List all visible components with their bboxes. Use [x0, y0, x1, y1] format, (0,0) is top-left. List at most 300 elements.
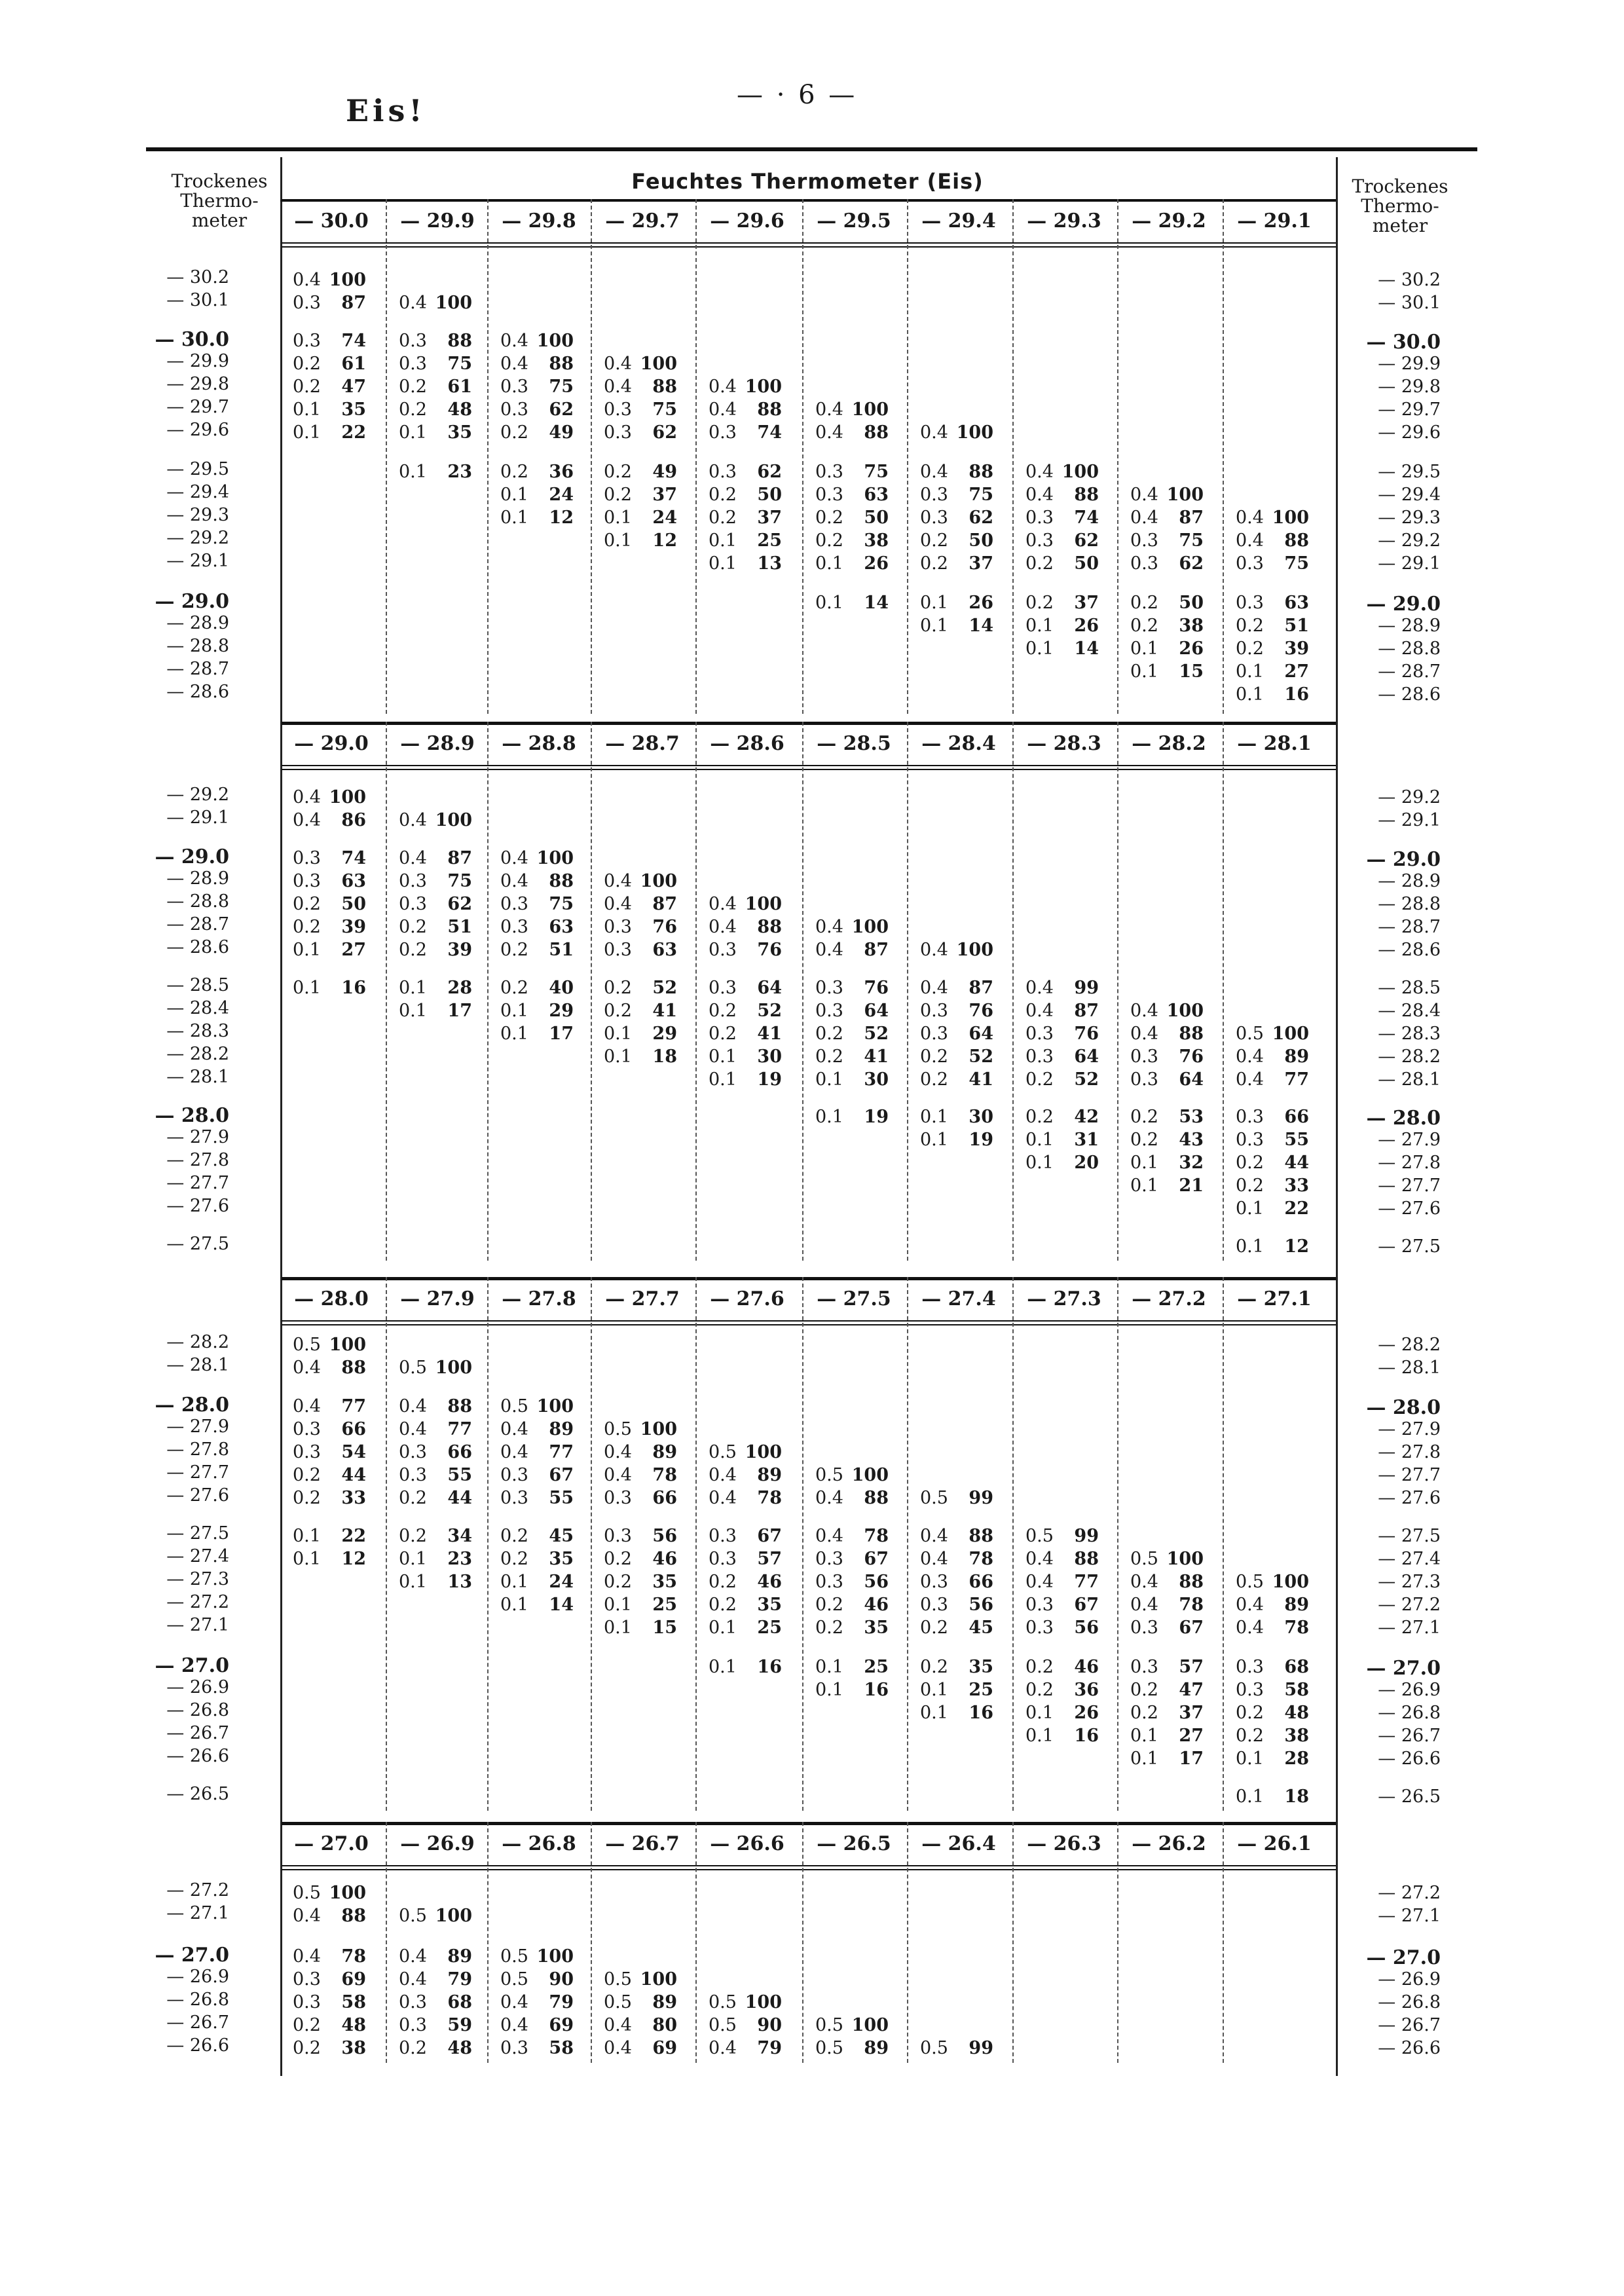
wet-bulb-column-header: — 30.0 — [294, 210, 369, 232]
vapor-pressure-value: 0.4 — [500, 331, 528, 351]
dry-temp-left: — 26.9 — [166, 1677, 229, 1697]
table-cell — [709, 1595, 782, 1615]
relative-humidity-value: 90 — [757, 2015, 782, 2035]
vapor-pressure-value: 0.4 — [399, 1969, 427, 1990]
table-cell — [815, 940, 889, 960]
vapor-pressure-value: 0.1 — [399, 1572, 427, 1592]
vapor-pressure-value: 0.4 — [604, 894, 632, 914]
relative-humidity-value: 25 — [757, 1618, 782, 1638]
relative-humidity-value: 25 — [757, 530, 782, 551]
vapor-pressure-value: 0.3 — [920, 1001, 948, 1021]
block-head-underline — [282, 1869, 1336, 1870]
table-cell — [709, 1657, 782, 1677]
vapor-pressure-value: 0.3 — [1236, 553, 1264, 574]
relative-humidity-value: 35 — [864, 1618, 889, 1638]
dry-temp-left: — 28.2 — [166, 1044, 229, 1064]
vapor-pressure-value: 0.1 — [1025, 1726, 1054, 1746]
vapor-pressure-value: 0.2 — [604, 1572, 632, 1592]
table-cell — [1025, 1024, 1099, 1044]
vapor-pressure-value: 0.2 — [500, 422, 528, 443]
wet-bulb-column-header: — 28.4 — [921, 732, 996, 755]
table-cell — [500, 1442, 574, 1462]
relative-humidity-value: 46 — [757, 1572, 782, 1592]
table-cell — [1236, 616, 1309, 636]
vapor-pressure-value: 0.4 — [1236, 1618, 1264, 1638]
relative-humidity-value: 58 — [549, 2038, 574, 2058]
relative-humidity-value: 38 — [1179, 616, 1204, 636]
table-cell — [815, 1107, 889, 1127]
relative-humidity-value: 26 — [969, 593, 993, 613]
relative-humidity-value: 52 — [757, 1001, 782, 1021]
vapor-pressure-value: 0.2 — [399, 1526, 427, 1546]
vapor-pressure-value: 0.4 — [500, 1992, 528, 2012]
table-cell — [1130, 508, 1204, 528]
table-cell — [399, 1946, 472, 1967]
relative-humidity-value: 87 — [341, 293, 366, 313]
vapor-pressure-value: 0.2 — [293, 354, 321, 374]
relative-humidity-value: 41 — [652, 1001, 677, 1021]
relative-humidity-value: 56 — [1074, 1618, 1099, 1638]
column-separator — [386, 1277, 387, 1811]
table-cell — [500, 1419, 574, 1439]
vapor-pressure-value: 0.2 — [920, 1046, 948, 1067]
wet-bulb-column-header: — 26.4 — [921, 1832, 996, 1855]
relative-humidity-value: 43 — [1179, 1130, 1204, 1150]
dry-temp-right: — 28.7 — [1378, 661, 1441, 682]
relative-humidity-value: 100 — [536, 331, 574, 351]
vapor-pressure-value: 0.2 — [1130, 616, 1158, 636]
vapor-pressure-value: 0.4 — [1025, 978, 1054, 998]
table-cell — [1130, 1130, 1204, 1150]
dry-temp-right: — 27.1 — [1378, 1906, 1441, 1926]
wet-bulb-column-header: — 29.5 — [817, 210, 891, 232]
table-cell — [293, 354, 366, 374]
table-cell — [293, 1358, 366, 1378]
vapor-pressure-value: 0.1 — [1236, 661, 1264, 682]
vapor-pressure-value: 0.4 — [604, 2015, 632, 2035]
wet-bulb-column-header: — 28.7 — [605, 732, 680, 755]
dry-temp-right: — 28.0 — [1366, 1396, 1441, 1419]
vapor-pressure-value: 0.4 — [604, 377, 632, 397]
table-cell — [604, 940, 677, 960]
vapor-pressure-value: 0.3 — [709, 422, 737, 443]
relative-humidity-value: 90 — [549, 1969, 574, 1990]
dry-temp-left: — 30.1 — [166, 290, 229, 310]
relative-humidity-value: 61 — [341, 354, 366, 374]
dry-temp-left: — 26.8 — [166, 1990, 229, 2010]
table-cell — [1130, 1618, 1204, 1638]
vapor-pressure-value: 0.2 — [709, 1572, 737, 1592]
relative-humidity-value: 51 — [1284, 616, 1309, 636]
table-cell — [604, 1046, 677, 1067]
dry-temp-right: — 27.2 — [1378, 1883, 1441, 1903]
table-cell — [920, 1618, 993, 1638]
vapor-pressure-value: 0.2 — [293, 917, 321, 937]
relative-humidity-value: 100 — [329, 1335, 366, 1355]
table-cell — [709, 1442, 782, 1462]
relative-humidity-value: 22 — [341, 1526, 366, 1546]
relative-humidity-value: 75 — [864, 462, 889, 482]
relative-humidity-value: 55 — [1284, 1130, 1309, 1150]
table-cell — [709, 553, 782, 574]
relative-humidity-value: 25 — [969, 1680, 993, 1700]
relative-humidity-value: 51 — [447, 917, 472, 937]
vapor-pressure-value: 0.3 — [1025, 508, 1054, 528]
table-cell — [399, 894, 472, 914]
dry-temp-right: — 27.6 — [1378, 1198, 1441, 1219]
relative-humidity-value: 24 — [549, 485, 574, 505]
table-cell — [815, 1526, 889, 1546]
relative-humidity-value: 88 — [864, 422, 889, 443]
table-cell — [293, 1335, 366, 1355]
vapor-pressure-value: 0.3 — [293, 1442, 321, 1462]
relative-humidity-value: 63 — [549, 917, 574, 937]
table-cell — [500, 1396, 574, 1416]
table-cell — [293, 1526, 366, 1546]
relative-humidity-value: 100 — [329, 787, 366, 807]
table-cell — [500, 422, 574, 443]
column-separator — [487, 722, 489, 1261]
relative-humidity-value: 50 — [1074, 553, 1099, 574]
table-cell — [709, 2015, 782, 2035]
table-cell — [815, 1595, 889, 1615]
vapor-pressure-value: 0.1 — [1130, 1153, 1158, 1173]
relative-humidity-value: 63 — [652, 940, 677, 960]
left-label-line: meter — [191, 210, 248, 231]
table-cell — [815, 917, 889, 937]
table-cell — [815, 508, 889, 528]
relative-humidity-value: 16 — [969, 1703, 993, 1723]
table-left-border — [280, 157, 282, 2076]
table-cell — [500, 894, 574, 914]
dry-temp-right: — 26.7 — [1378, 2015, 1441, 2035]
table-cell — [920, 553, 993, 574]
relative-humidity-value: 41 — [969, 1069, 993, 1090]
table-cell — [500, 2015, 574, 2035]
relative-humidity-value: 100 — [956, 940, 993, 960]
table-cell — [920, 530, 993, 551]
table-cell — [1130, 1595, 1204, 1615]
relative-humidity-value: 88 — [341, 1906, 366, 1926]
table-cell — [920, 1572, 993, 1592]
relative-humidity-value: 37 — [1179, 1703, 1204, 1723]
vapor-pressure-value: 0.4 — [604, 354, 632, 374]
vapor-pressure-value: 0.2 — [920, 1618, 948, 1638]
vapor-pressure-value: 0.3 — [604, 940, 632, 960]
relative-humidity-value: 45 — [969, 1618, 993, 1638]
relative-humidity-value: 79 — [757, 2038, 782, 2058]
vapor-pressure-value: 0.3 — [500, 1488, 528, 1508]
column-separator — [907, 722, 908, 1261]
relative-humidity-value: 35 — [341, 399, 366, 420]
vapor-pressure-value: 0.3 — [1025, 530, 1054, 551]
vapor-pressure-value: 0.4 — [293, 1946, 321, 1967]
table-cell — [1130, 1001, 1204, 1021]
dry-temp-right: — 29.7 — [1378, 399, 1441, 420]
relative-humidity-value: 14 — [864, 593, 889, 613]
wet-bulb-column-header: — 29.8 — [502, 210, 576, 232]
table-cell — [500, 1526, 574, 1546]
table-cell — [399, 1992, 472, 2012]
relative-humidity-value: 47 — [1179, 1680, 1204, 1700]
vapor-pressure-value: 0.4 — [1130, 1001, 1158, 1021]
relative-humidity-value: 58 — [1284, 1680, 1309, 1700]
relative-humidity-value: 76 — [969, 1001, 993, 1021]
relative-humidity-value: 79 — [447, 1969, 472, 1990]
vapor-pressure-value: 0.3 — [920, 508, 948, 528]
relative-humidity-value: 89 — [1284, 1595, 1309, 1615]
relative-humidity-value: 75 — [1284, 553, 1309, 574]
relative-humidity-value: 50 — [1179, 593, 1204, 613]
relative-humidity-value: 22 — [341, 422, 366, 443]
vapor-pressure-value: 0.3 — [500, 917, 528, 937]
dry-temp-left: — 27.1 — [166, 1903, 229, 1923]
table-cell — [500, 940, 574, 960]
table-cell — [293, 270, 366, 290]
relative-humidity-value: 74 — [341, 848, 366, 868]
table-cell — [293, 1969, 366, 1990]
vapor-pressure-value: 0.1 — [1130, 1726, 1158, 1746]
relative-humidity-value: 12 — [341, 1549, 366, 1569]
table-cell — [399, 1419, 472, 1439]
relative-humidity-value: 88 — [1074, 485, 1099, 505]
vapor-pressure-value: 0.4 — [920, 422, 948, 443]
dry-temp-right: — 30.1 — [1378, 293, 1441, 313]
relative-humidity-value: 100 — [435, 810, 472, 830]
relative-humidity-value: 45 — [549, 1526, 574, 1546]
vapor-pressure-value: 0.1 — [815, 593, 843, 613]
vapor-pressure-value: 0.4 — [1025, 1572, 1054, 1592]
table-cell — [1130, 1176, 1204, 1196]
vapor-pressure-value: 0.3 — [500, 377, 528, 397]
relative-humidity-value: 77 — [447, 1419, 472, 1439]
relative-humidity-value: 19 — [969, 1130, 993, 1150]
relative-humidity-value: 100 — [851, 917, 889, 937]
relative-humidity-value: 88 — [1284, 530, 1309, 551]
dry-temp-right: — 27.4 — [1378, 1549, 1441, 1569]
table-cell — [920, 1046, 993, 1067]
dry-temp-left: — 28.9 — [166, 868, 229, 889]
relative-humidity-value: 39 — [1284, 639, 1309, 659]
dry-temp-right: — 28.8 — [1378, 894, 1441, 914]
vapor-pressure-value: 0.2 — [399, 2038, 427, 2058]
table-cell — [500, 1969, 574, 1990]
relative-humidity-value: 75 — [652, 399, 677, 420]
relative-humidity-value: 99 — [969, 2038, 993, 2058]
relative-humidity-value: 100 — [745, 1442, 782, 1462]
relative-humidity-value: 35 — [969, 1657, 993, 1677]
wet-bulb-column-header: — 27.9 — [400, 1287, 475, 1310]
table-cell — [500, 978, 574, 998]
relative-humidity-value: 44 — [341, 1465, 366, 1485]
relative-humidity-value: 88 — [1179, 1572, 1204, 1592]
wet-bulb-column-header: — 27.7 — [605, 1287, 680, 1310]
vapor-pressure-value: 0.1 — [293, 940, 321, 960]
relative-humidity-value: 54 — [341, 1442, 366, 1462]
dry-temp-right: — 29.0 — [1366, 848, 1441, 871]
dry-temp-right: — 27.9 — [1378, 1419, 1441, 1439]
dry-temp-right: — 27.6 — [1378, 1488, 1441, 1508]
relative-humidity-value: 37 — [969, 553, 993, 574]
table-cell — [1236, 1176, 1309, 1196]
dry-temp-right: — 26.8 — [1378, 1992, 1441, 2012]
table-cell — [815, 1024, 889, 1044]
relative-humidity-value: 56 — [969, 1595, 993, 1615]
relative-humidity-value: 88 — [757, 399, 782, 420]
relative-humidity-value: 62 — [757, 462, 782, 482]
table-cell — [293, 1992, 366, 2012]
table-cell — [709, 530, 782, 551]
relative-humidity-value: 48 — [341, 2015, 366, 2035]
relative-humidity-value: 75 — [447, 354, 472, 374]
relative-humidity-value: 50 — [341, 894, 366, 914]
relative-humidity-value: 88 — [1179, 1024, 1204, 1044]
relative-humidity-value: 59 — [447, 2015, 472, 2035]
relative-humidity-value: 28 — [1284, 1749, 1309, 1769]
relative-humidity-value: 26 — [1074, 1703, 1099, 1723]
relative-humidity-value: 22 — [1284, 1198, 1309, 1219]
vapor-pressure-value: 0.1 — [500, 508, 528, 528]
vapor-pressure-value: 0.2 — [709, 1595, 737, 1615]
table-cell — [815, 978, 889, 998]
vapor-pressure-value: 0.2 — [1025, 553, 1054, 574]
column-separator — [907, 1277, 908, 1811]
table-cell — [500, 1946, 574, 1967]
table-cell — [500, 1572, 574, 1592]
relative-humidity-value: 50 — [757, 485, 782, 505]
table-cell — [920, 1703, 993, 1723]
dry-temp-right: — 29.1 — [1378, 810, 1441, 830]
vapor-pressure-value: 0.5 — [604, 1419, 632, 1439]
vapor-pressure-value: 0.2 — [399, 1488, 427, 1508]
wet-bulb-column-header: — 27.6 — [710, 1287, 784, 1310]
vapor-pressure-value: 0.1 — [604, 1046, 632, 1067]
table-cell — [399, 1396, 472, 1416]
vapor-pressure-value: 0.2 — [1130, 593, 1158, 613]
vapor-pressure-value: 0.4 — [709, 1488, 737, 1508]
table-cell — [920, 1680, 993, 1700]
right-dry-thermometer-label — [1344, 177, 1456, 236]
vapor-pressure-value: 0.1 — [399, 462, 427, 482]
relative-humidity-value: 39 — [341, 917, 366, 937]
vapor-pressure-value: 0.2 — [604, 485, 632, 505]
table-cell — [1236, 508, 1309, 528]
relative-humidity-value: 63 — [1284, 593, 1309, 613]
table-cell — [293, 871, 366, 891]
wet-bulb-column-header: — 27.8 — [502, 1287, 576, 1310]
vapor-pressure-value: 0.1 — [815, 1107, 843, 1127]
wet-bulb-column-header: — 28.3 — [1027, 732, 1101, 755]
vapor-pressure-value: 0.4 — [920, 1526, 948, 1546]
vapor-pressure-value: 0.4 — [815, 917, 843, 937]
table-cell — [604, 1419, 677, 1439]
vapor-pressure-value: 0.4 — [604, 2038, 632, 2058]
block-head-underline — [282, 1320, 1336, 1322]
table-cell — [1130, 1572, 1204, 1592]
table-cell — [399, 462, 472, 482]
table-cell — [709, 1618, 782, 1638]
relative-humidity-value: 53 — [1179, 1107, 1204, 1127]
table-cell — [1025, 1069, 1099, 1090]
relative-humidity-value: 17 — [549, 1024, 574, 1044]
relative-humidity-value: 35 — [652, 1572, 677, 1592]
vapor-pressure-value: 0.2 — [815, 1024, 843, 1044]
vapor-pressure-value: 0.1 — [293, 1549, 321, 1569]
wet-bulb-column-header: — 28.9 — [400, 732, 475, 755]
vapor-pressure-value: 0.4 — [815, 1488, 843, 1508]
relative-humidity-value: 14 — [549, 1595, 574, 1615]
relative-humidity-value: 100 — [435, 1358, 472, 1378]
vapor-pressure-value: 0.1 — [399, 422, 427, 443]
table-cell — [604, 2015, 677, 2035]
vapor-pressure-value: 0.1 — [815, 553, 843, 574]
vapor-pressure-value: 0.3 — [709, 978, 737, 998]
vapor-pressure-value: 0.1 — [293, 399, 321, 420]
table-cell — [1236, 593, 1309, 613]
dry-temp-left: — 29.9 — [166, 351, 229, 371]
vapor-pressure-value: 0.2 — [709, 508, 737, 528]
relative-humidity-value: 27 — [341, 940, 366, 960]
table-cell — [500, 1992, 574, 2012]
table-cell — [1025, 1046, 1099, 1067]
table-cell — [1236, 553, 1309, 574]
relative-humidity-value: 52 — [1074, 1069, 1099, 1090]
relative-humidity-value: 30 — [969, 1107, 993, 1127]
dry-temp-right: — 28.0 — [1366, 1107, 1441, 1130]
vapor-pressure-value: 0.1 — [604, 1618, 632, 1638]
relative-humidity-value: 100 — [745, 377, 782, 397]
wet-bulb-column-header: — 29.0 — [294, 732, 369, 755]
table-cell — [1236, 1107, 1309, 1127]
relative-humidity-value: 100 — [851, 399, 889, 420]
vapor-pressure-value: 0.4 — [1130, 508, 1158, 528]
vapor-pressure-value: 0.4 — [500, 2015, 528, 2035]
relative-humidity-value: 77 — [341, 1396, 366, 1416]
vapor-pressure-value: 0.3 — [293, 1992, 321, 2012]
relative-humidity-value: 23 — [447, 462, 472, 482]
table-cell — [1236, 530, 1309, 551]
table-cell — [604, 530, 677, 551]
dry-temp-right: — 29.9 — [1378, 354, 1441, 374]
table-cell — [815, 1657, 889, 1677]
table-cell — [709, 894, 782, 914]
vapor-pressure-value: 0.2 — [1236, 1726, 1264, 1746]
table-cell — [399, 1526, 472, 1546]
dry-temp-right: — 29.6 — [1378, 422, 1441, 443]
relative-humidity-value: 35 — [757, 1595, 782, 1615]
vapor-pressure-value: 0.4 — [920, 462, 948, 482]
table-cell — [709, 377, 782, 397]
column-separator — [907, 199, 908, 714]
relative-humidity-value: 87 — [1179, 508, 1204, 528]
relative-humidity-value: 100 — [1061, 462, 1099, 482]
relative-humidity-value: 37 — [757, 508, 782, 528]
vapor-pressure-value: 0.1 — [920, 1107, 948, 1127]
table-cell — [1130, 593, 1204, 613]
relative-humidity-value: 38 — [1284, 1726, 1309, 1746]
table-cell — [293, 422, 366, 443]
relative-humidity-value: 50 — [969, 530, 993, 551]
wet-bulb-column-header: — 29.6 — [710, 210, 784, 232]
vapor-pressure-value: 0.3 — [1236, 1680, 1264, 1700]
dry-temp-left: — 28.5 — [166, 975, 229, 995]
table-cell — [604, 1526, 677, 1546]
vapor-pressure-value: 0.3 — [815, 462, 843, 482]
dry-temp-right: — 27.1 — [1378, 1618, 1441, 1638]
column-separator — [802, 722, 803, 1261]
relative-humidity-value: 87 — [652, 894, 677, 914]
dry-temp-left: — 30.2 — [166, 267, 229, 287]
